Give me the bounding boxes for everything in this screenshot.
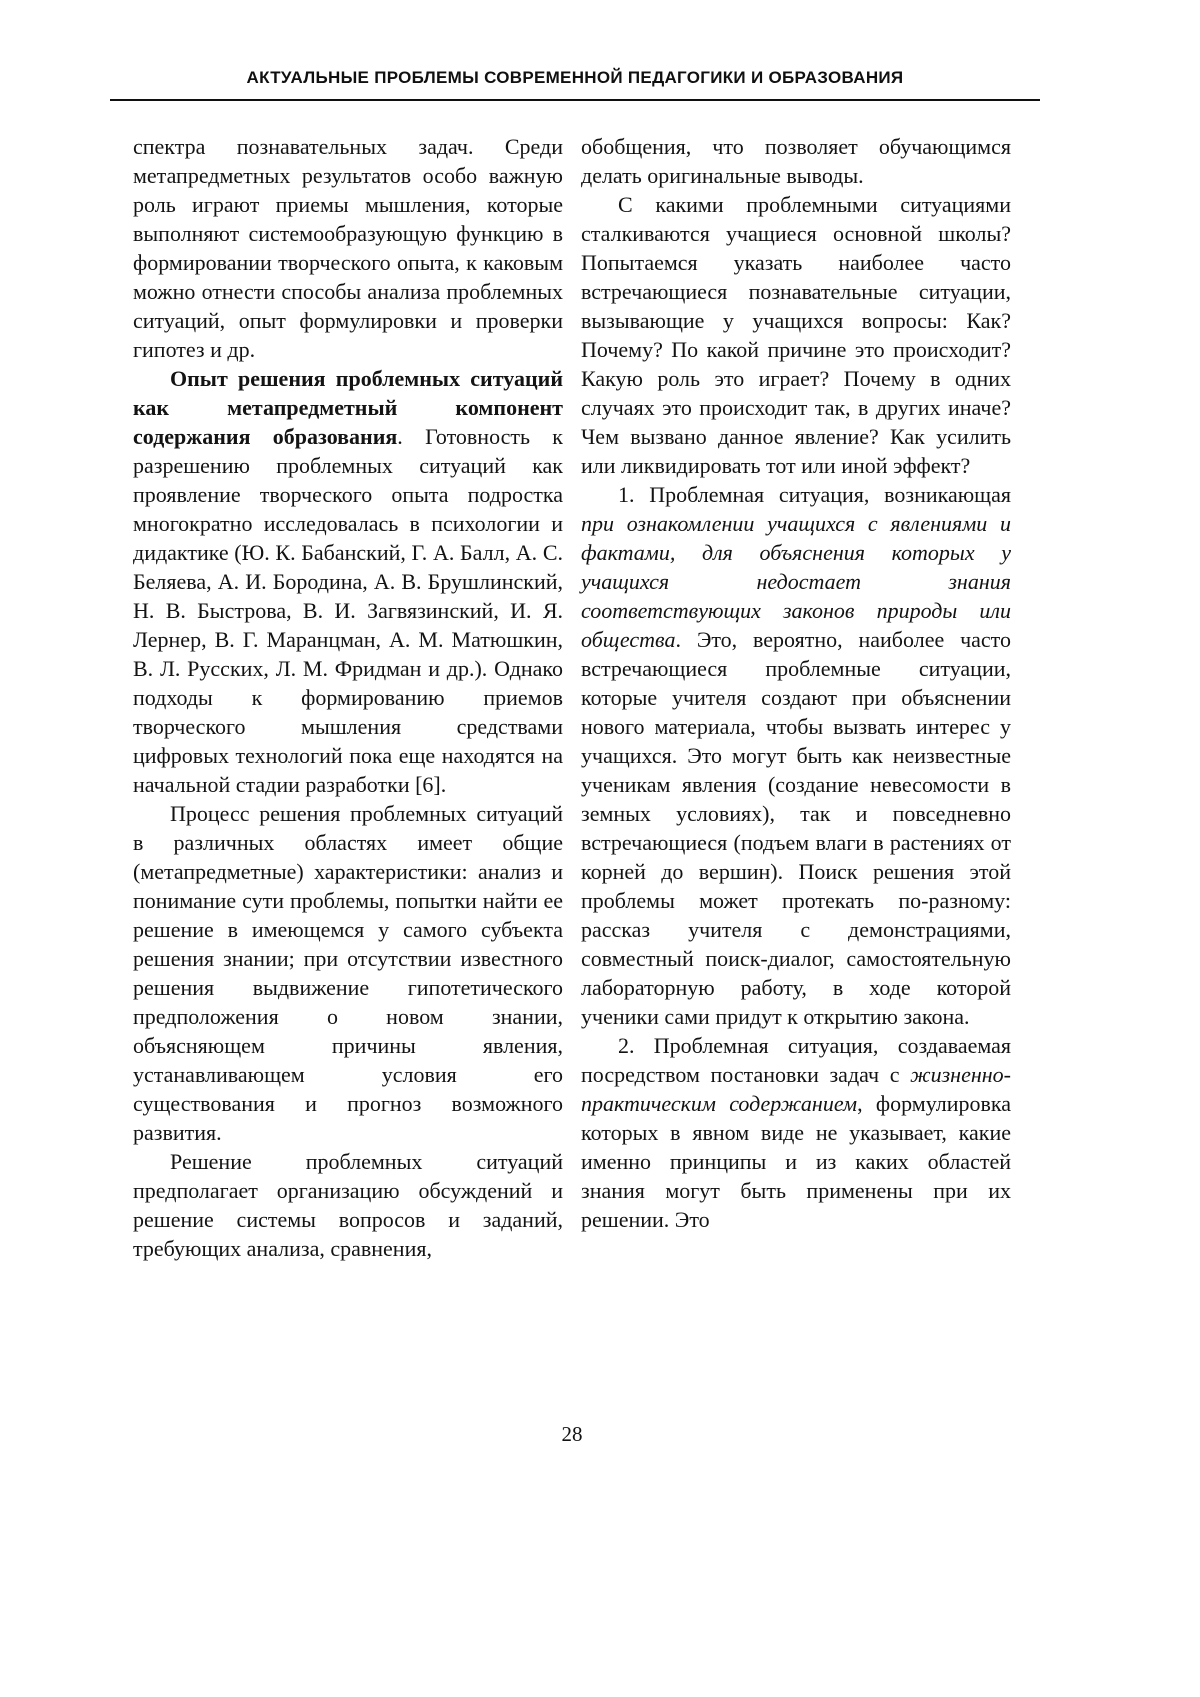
text-segment-normal: Решение проблемных ситуаций предполагает организацию обсуждений и решение системы вопросов и заданий, требующих анализа, сравнения, [133,1149,563,1261]
paragraph [133,132,563,364]
paragraph [133,799,563,1147]
text-segment-bold: Опыт решения проблемных ситуаций как метапредметный компонент содержания образования [133,366,563,449]
page-number: 28 [561,1422,583,1446]
text-column-right [581,132,1011,1234]
text-segment-normal: 2. Проблемная ситуация, создаваемая посредством постановки задач с [581,1033,1011,1087]
text-segment-normal: . Готовность к разрешению проблемных ситуаций как проявление творческого опыта подростка многократно исследовалась в психологии и дидактике (Ю. К. Бабанский, Г. А. Балл, А. С. Беляева, А. И. Бородина, А. В. Брушлинский, Н. В. Быстрова, В. И. Загвязинский, И. Я. Лернер, В. Г. Маранцман, А. М. Матюшкин, В. Л. Русских, Л. М. Фридман и др.). Однако подходы к формированию приемов творческого мышления средствами цифровых технологий пока еще находятся на начальной стадии разработки [6]. [133,424,563,797]
text-segment-normal: Процесс решения проблемных ситуаций в различных областях имеет общие (метапредметные) характеристики: анализ и понимание сути проблемы, попытки найти ее решение в имеющемся у самого субъекта решения знании; при отсутствии известного решения выдвижение гипотетического предположения о новом знании, объясняющем причины явления, устанавливающем условия его существования и прогноз возможного развития. [133,801,563,1145]
paragraph [581,480,1011,1031]
paragraph [133,1147,563,1263]
text-segment-italic: жизненно-практическим содержанием [581,1062,1011,1116]
text-column-left [133,132,563,1263]
paragraph [581,190,1011,480]
text-segment-normal: , формулировка которых в явном виде не указывает, какие именно принципы и из каких областей знания могут быть применены при их решении. Это [581,1091,1012,1232]
paragraph [581,1031,1011,1234]
text-segment-normal: . Это, вероятно, наиболее часто встречающиеся проблемные ситуации, которые учителя создают при объяснении нового материала, чтобы вызвать интерес у учащихся. Это могут быть как неизвестные ученикам явления (создание невесомости в земных условиях), так и повседневно встречающиеся (подъем влаги в растениях от корней до вершин). Поиск решения этой проблемы может протекать по-разному: рассказ учителя с демонстрациями, совместный поиск-диалог, самостоятельную лабораторную работу, в ходе которой ученики сами придут к открытию закона. [581,627,1011,1029]
paragraph [581,132,1011,190]
text-segment-normal: обобщения, что позволяет обучающимся делать оригинальные выводы. [581,134,1011,188]
text-segment-normal: 1. Проблемная ситуация, возникающая [618,482,1011,507]
header-divider-rule [110,99,1040,101]
running-head-title: АКТУАЛЬНЫЕ ПРОБЛЕМЫ СОВРЕМЕННОЙ ПЕДАГОГИКИ И ОБРАЗОВАНИЯ [246,68,904,87]
text-segment-normal: спектра познавательных задач. Среди метапредметных результатов особо важную роль играют приемы мышления, которые выполняют системообразующую функцию в формировании творческого опыта, к каковым можно отнести способы анализа проблемных ситуаций, опыт формулировки и проверки гипотез и др. [133,134,563,362]
text-segment-normal: С какими проблемными ситуациями сталкиваются учащиеся основной школы? Попытаемся указать наиболее часто встречающиеся познавательные ситуации, вызывающие у учащихся вопросы: Как? Почему? По какой причине это происходит? Какую роль это играет? Почему в одних случаях это происходит так, в других иначе? Чем вызвано данное явление? Как усилить или ликвидировать тот или иной эффект? [581,192,1011,478]
paragraph [133,364,563,799]
text-segment-italic: при ознакомлении учащихся с явлениями и фактами, для объяснения которых у учащихся недостает знания соответствующих законов природы или общества [581,511,1011,652]
